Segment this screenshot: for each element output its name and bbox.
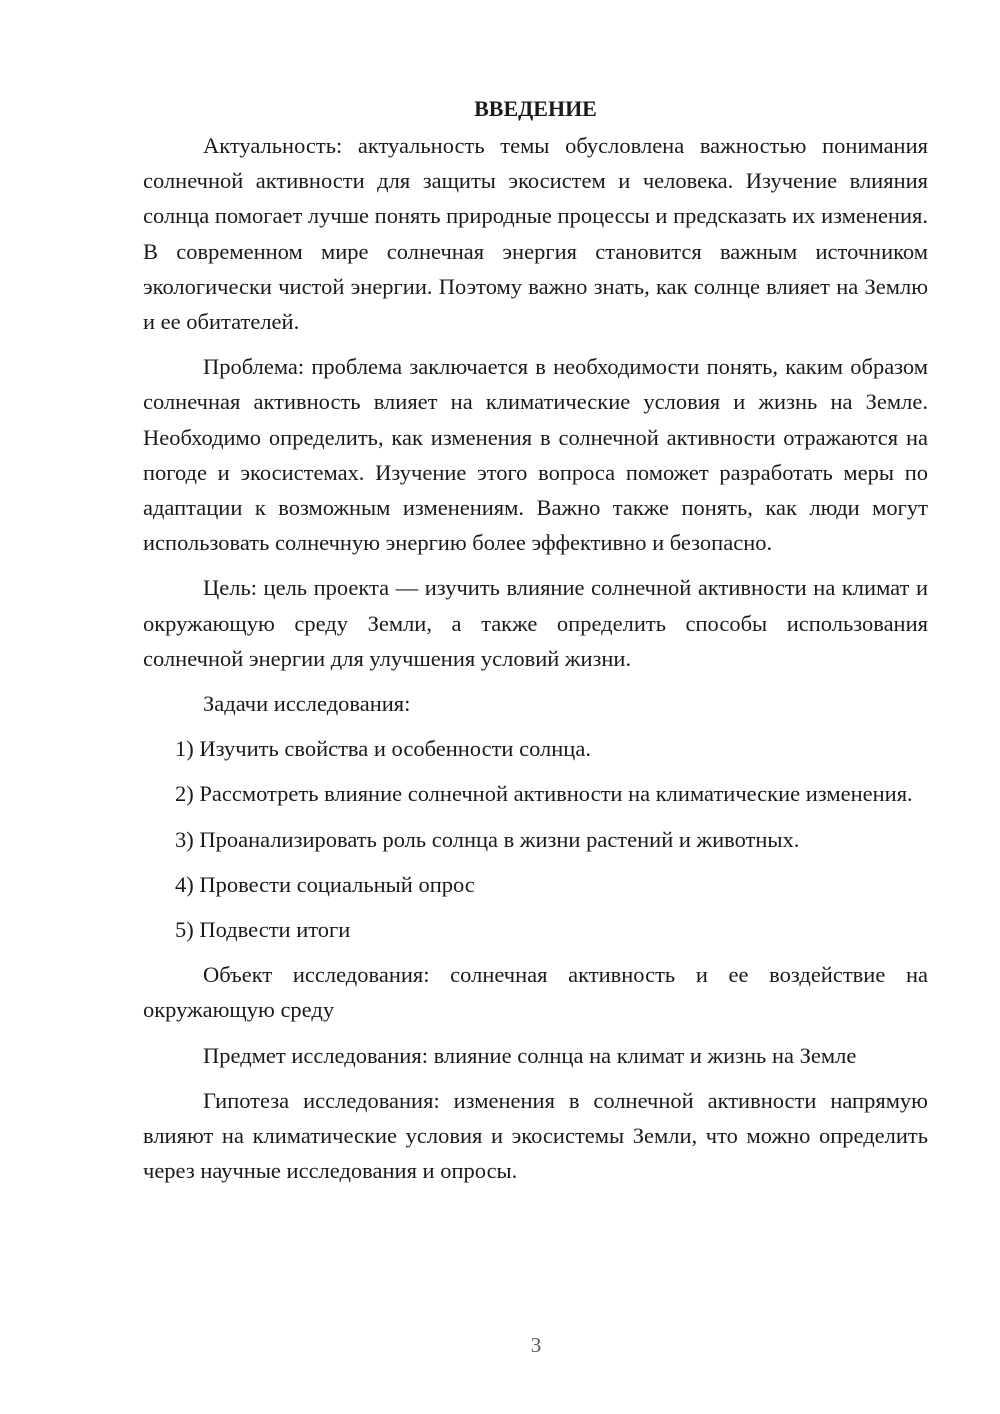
paragraph-object: Объект исследования: солнечная активность и ее воздействие на окружающую среду [143, 962, 928, 1023]
list-item: 3) Проанализировать роль солнца в жизни растений и животных. [175, 826, 800, 852]
tasks-list [143, 731, 928, 947]
page-number: 3 [530, 1333, 542, 1357]
list-item: 4) Провести социальный опрос [175, 871, 475, 897]
paragraph-hypothesis: Гипотеза исследования: изменения в солнечной активности напрямую влияют на климатические условия и экосистемы Земли, что можно определить через научные исследования и опросы. [143, 1087, 928, 1184]
paragraph-subject: Предмет исследования: влияние солнца на климат и жизнь на Земле [203, 1042, 857, 1068]
document-page [143, 92, 928, 1198]
paragraph-problem: Проблема: проблема заключается в необходимости понять, каким образом солнечная активность влияет на климатические условия и жизнь на Земле. Необходимо определить, как изменения в солнечной активности отражаются на погоде и экосистемах. Изучение этого вопроса поможет разработать меры по адаптации к возможным изменениям. Важно также понять, как люди могут использовать солнечную энергию более эффективно и безопасно. [143, 354, 928, 556]
list-item: 2) Рассмотреть влияние солнечной активности на климатические изменения. [175, 781, 913, 807]
paragraph-relevance: Актуальность: актуальность темы обусловлена важностью понимания солнечной активности для защиты экосистем и человека. Изучение влияния солнца помогает лучше понять природные процессы и предсказать их изменения. В современном мире солнечная энергия становится важным источником экологически чистой энергии. Поэтому важно знать, как солнце влияет на Землю и ее обитателей. [143, 133, 928, 335]
list-item: 1) Изучить свойства и особенности солнца. [175, 736, 591, 762]
list-item: 5) Подвести итоги [175, 917, 351, 943]
tasks-heading: Задачи исследования: [203, 691, 411, 717]
page-title: ВВЕДЕНИЕ [474, 96, 597, 121]
paragraph-goal: Цель: цель проекта — изучить влияние солнечной активности на климат и окружающую среду Земли, а также определить способы использования солнечной энергии для улучшения условий жизни. [143, 575, 928, 671]
